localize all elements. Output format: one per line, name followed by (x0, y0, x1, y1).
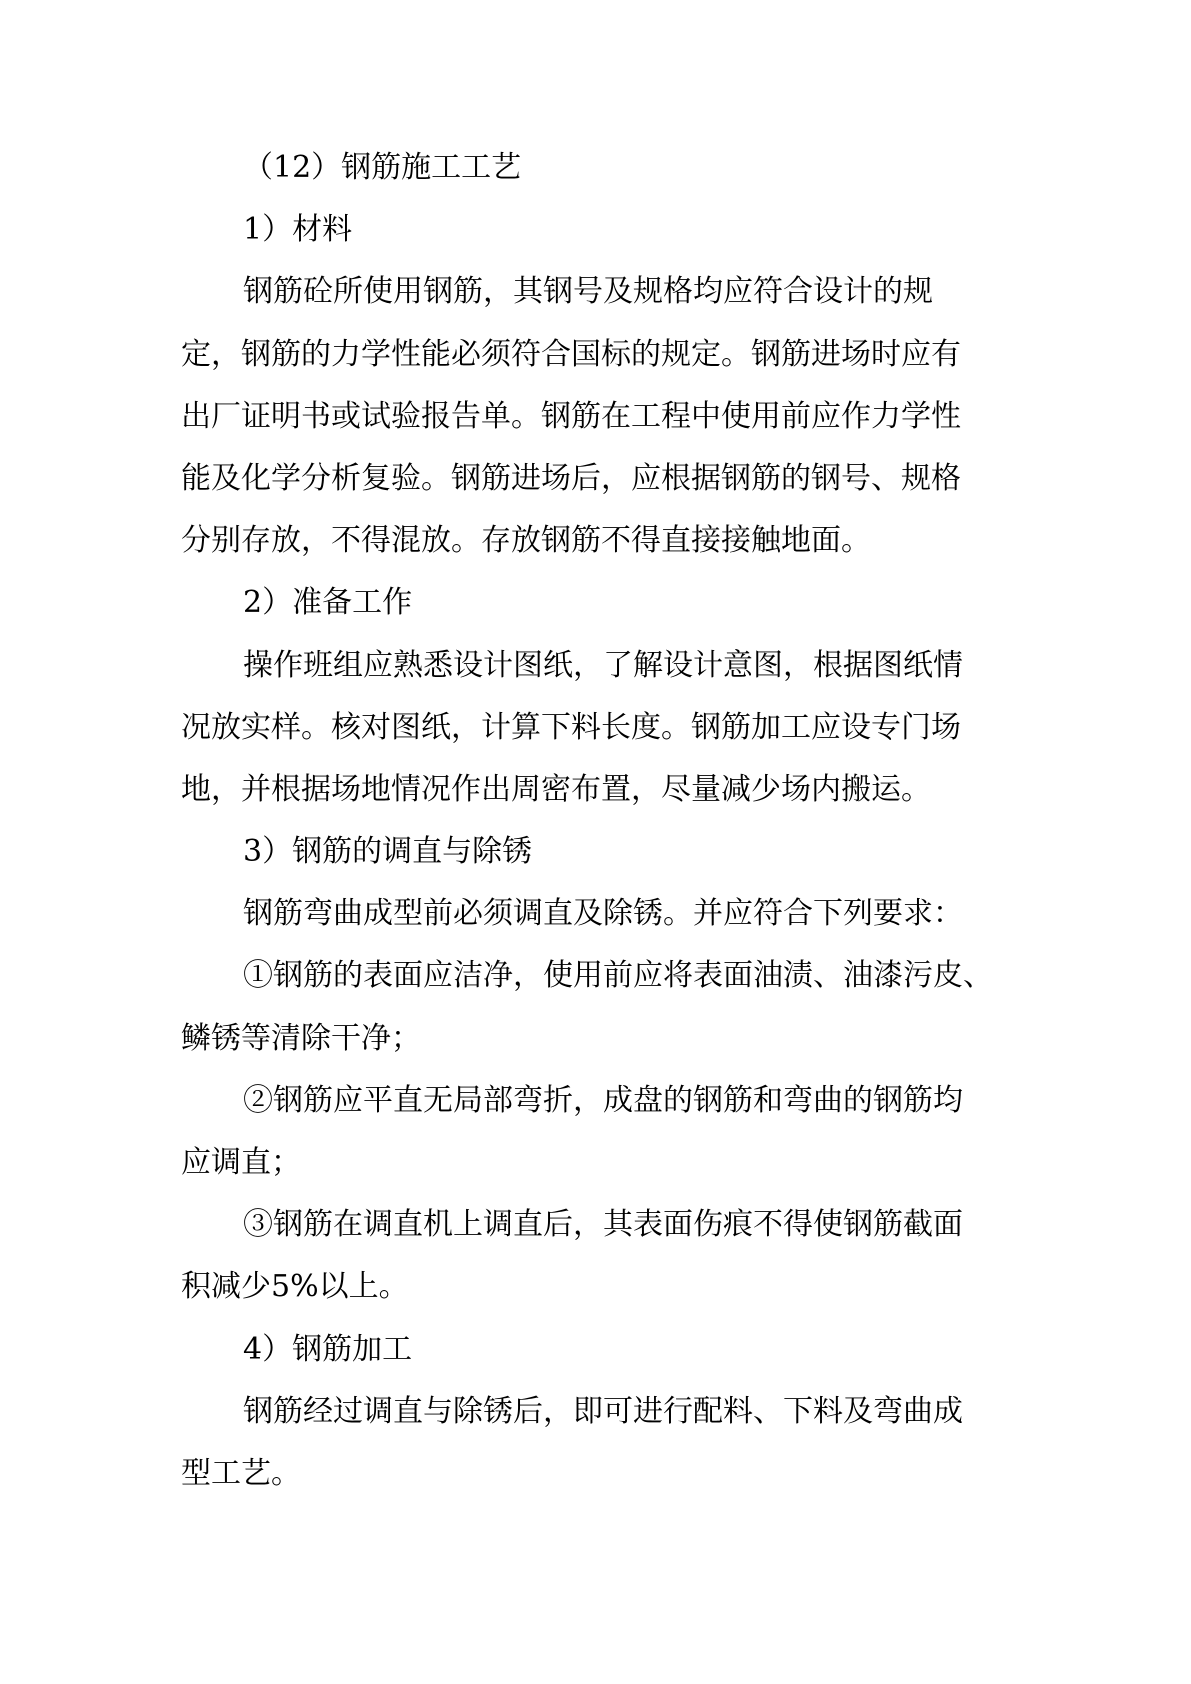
paragraph-line: 操作班组应熟悉设计图纸，了解设计意图，根据图纸情 (243, 647, 963, 683)
subsection-heading: 4）钢筋加工 (243, 1331, 413, 1367)
paragraph-line: 出厂证明书或试验报告单。钢筋在工程中使用前应作力学性 (181, 398, 961, 434)
paragraph-line: 能及化学分析复验。钢筋进场后，应根据钢筋的钢号、规格 (181, 460, 961, 496)
subsection-heading: 1）材料 (243, 212, 353, 248)
section-heading: （12）钢筋施工工艺 (243, 150, 522, 185)
list-item: ①钢筋的表面应洁净，使用前应将表面油渍、油漆污皮、 (243, 958, 993, 994)
paragraph-line: 地，并根据场地情况作出周密布置，尽量减少场内搬运。 (181, 771, 931, 807)
list-item: ③钢筋在调直机上调直后，其表面伤痕不得使钢筋截面 (243, 1207, 963, 1243)
list-item: ②钢筋应平直无局部弯折，成盘的钢筋和弯曲的钢筋均 (243, 1082, 963, 1118)
subsection-heading: 2）准备工作 (243, 585, 413, 621)
list-item-continuation: 积减少5%以上。 (181, 1269, 409, 1305)
paragraph-line: 钢筋弯曲成型前必须调直及除锈。并应符合下列要求： (243, 896, 963, 932)
paragraph-line: 钢筋经过调直与除锈后，即可进行配料、下料及弯曲成 (243, 1393, 963, 1429)
list-item-continuation: 鳞锈等清除干净； (181, 1020, 421, 1056)
paragraph-line: 况放实样。核对图纸，计算下料长度。钢筋加工应设专门场 (181, 709, 961, 745)
document-body (181, 137, 1061, 1505)
list-item-continuation: 应调直； (181, 1145, 301, 1180)
paragraph-line: 定，钢筋的力学性能必须符合国标的规定。钢筋进场时应有 (181, 336, 961, 372)
paragraph-line: 分别存放，不得混放。存放钢筋不得直接接触地面。 (181, 523, 871, 559)
paragraph-line: 型工艺。 (181, 1455, 301, 1491)
paragraph-line: 钢筋砼所使用钢筋，其钢号及规格均应符合设计的规 (243, 274, 933, 310)
subsection-heading: 3）钢筋的调直与除锈 (243, 834, 533, 870)
